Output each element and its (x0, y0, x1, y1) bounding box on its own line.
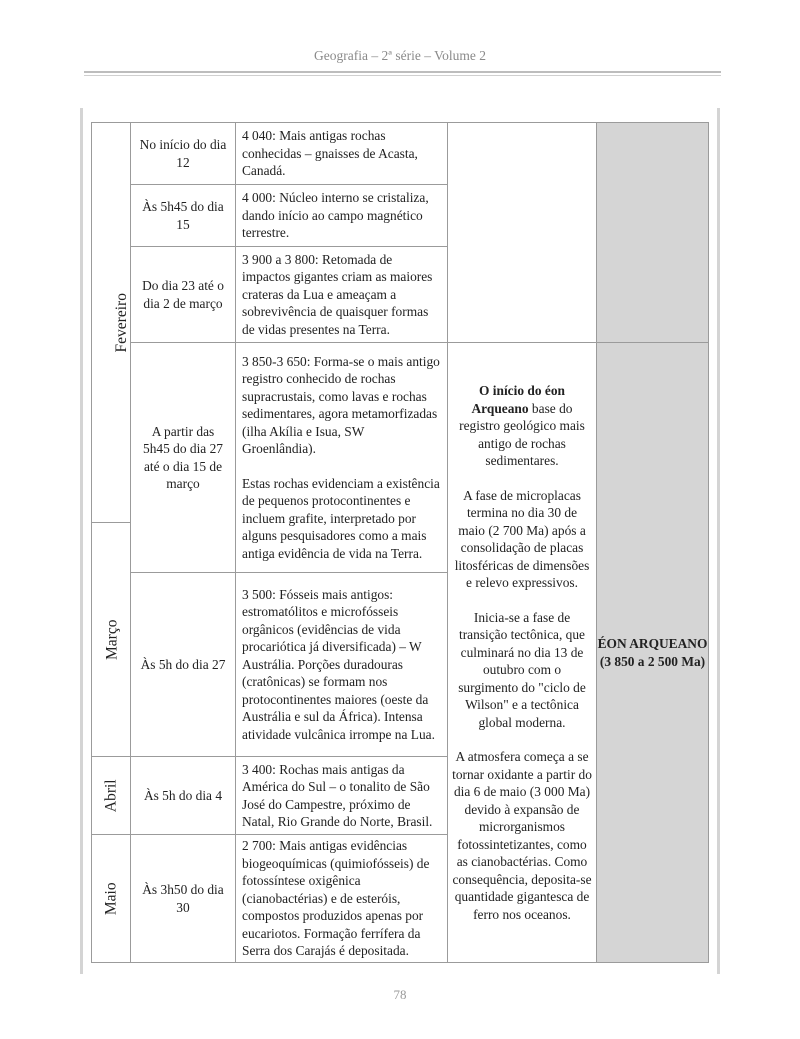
time-cell: No início do dia 12 (131, 123, 236, 185)
notes-paragraph: O início do éon Arqueano base do registro geológico mais antigo de rochas sedimentares. (459, 383, 585, 468)
running-header: Geografia – 2ª série – Volume 2 (314, 48, 486, 63)
notes-paragraph: A fase de microplacas termina no dia 30 de maio (2 700 Ma) após a consolidação de placas litosféricas de dimensões e relevo expressivos. (454, 487, 590, 590)
event-description: 3 500: Fósseis mais antigos: estromatólitos e microfósseis orgânicos (evidências de vida procariótica já diversificada) – W Austrália. Porções duradouras (cratônicas) se formam nos protocontinentes maiores (oeste da Austrália e sul da África). Intensa atividade vulcânica irrompe na Lua. (236, 573, 448, 757)
month-cell-marco (92, 523, 131, 757)
notes-heading: O início do éon Arqueano (471, 383, 565, 416)
geologic-timeline-table (91, 122, 709, 963)
event-description (236, 343, 448, 573)
time-cell: Do dia 23 até o dia 2 de março (131, 247, 236, 343)
notes-paragraph: Inicia-se a fase de transição tectônica, que culminará no dia 13 de outubro com o surgimento do "ciclo de Wilson" e a tectônica global moderna. (458, 609, 586, 730)
event-description: 2 700: Mais antigas evidências biogeoquímicas (quimiofósseis) de fotossíntese oxigênica (cianobactérias) e de esteróis, compostos produzidos apenas por eucariotos. Formação ferrífera da Serra dos Carajás é depositada. (236, 835, 448, 963)
month-cell-fevereiro (92, 123, 131, 523)
event-paragraph: Estas rochas evidenciam a existência de pequenos protocontinentes e incluem grafite, interpretado por alguns pesquisadores como a mais antiga evidência de vida na Terra. (242, 475, 440, 561)
table-row (92, 343, 709, 523)
table-row (92, 123, 709, 185)
month-label: Maio (102, 882, 120, 915)
event-description: 4 000: Núcleo interno se cristaliza, dando início ao campo magnético terrestre. (236, 185, 448, 247)
event-description: 3 400: Rochas mais antigas da América do Sul – o tonalito de São José do Campestre, próximo de Natal, Rio Grande do Norte, Brasil. (236, 757, 448, 835)
time-cell: A partir das 5h45 do dia 27 até o dia 15 de março (131, 343, 236, 573)
event-description: 4 040: Mais antigas rochas conhecidas – gnaisses de Acasta, Canadá. (236, 123, 448, 185)
header-rule-thin (84, 75, 721, 76)
header-rule (84, 71, 721, 73)
page-number: 78 (393, 987, 407, 1002)
right-margin-bar (717, 108, 720, 974)
month-cell-maio (92, 835, 131, 963)
eon-cell (597, 343, 709, 963)
month-label: Fevereiro (112, 292, 130, 353)
time-cell: Às 5h45 do dia 15 (131, 185, 236, 247)
time-cell: Às 3h50 do dia 30 (131, 835, 236, 963)
month-label: Março (103, 619, 121, 660)
eon-shaded-cell-top (597, 123, 709, 343)
eon-range: (3 850 a 2 500 Ma) (599, 653, 706, 669)
month-label: Abril (102, 779, 120, 812)
time-cell: Às 5h do dia 27 (131, 573, 236, 757)
eon-title: ÉON ARQUEANO (597, 636, 708, 651)
notes-paragraph: A atmosfera começa a se tornar oxidante a partir do dia 6 de maio (3 000 Ma) devido à expansão de microrganismos fotossintetizantes, como as cianobactérias. Como consequência, deposita-se quantidade gigantesca de ferro nos oceanos. (452, 749, 592, 922)
event-description: 3 900 a 3 800: Retomada de impactos gigantes criam as maiores crateras da Lua e ameaçam a sobrevivência de quaisquer formas de vidas presentes na Terra. (236, 247, 448, 343)
time-cell: Às 5h do dia 4 (131, 757, 236, 835)
event-paragraph: 3 850-3 650: Forma-se o mais antigo registro conhecido de rochas supracrustais, como lavas e rochas sedimentares, agora metamorfizadas (ilha Akília e Isua, SW Groenlândia). (242, 353, 440, 457)
left-margin-bar (80, 108, 83, 974)
archean-notes-cell (448, 343, 597, 963)
empty-notes-cell (448, 123, 597, 343)
month-cell-abril (92, 757, 131, 835)
